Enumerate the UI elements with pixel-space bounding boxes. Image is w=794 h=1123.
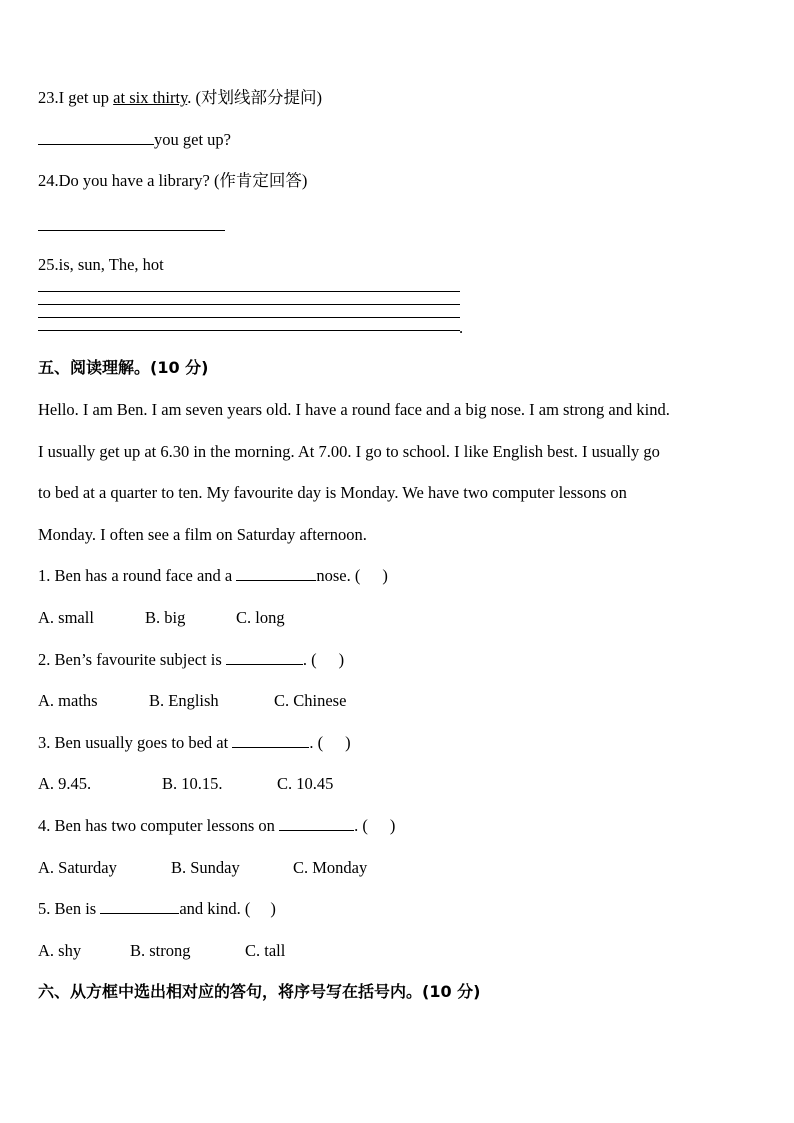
reading-question-4 (38, 816, 395, 836)
reading-question-3-options (38, 774, 333, 794)
option-c[interactable]: C. Chinese (274, 691, 347, 710)
option-a[interactable]: A. shy (38, 941, 82, 960)
reading-question-2-tail: . ( (302, 650, 317, 669)
reading-question-2-close: ) (338, 650, 345, 669)
answer-blank-23[interactable] (38, 130, 154, 145)
option-a[interactable]: A. small (38, 608, 94, 627)
answer-line-25-2[interactable] (38, 304, 460, 305)
reading-question-3 (38, 733, 351, 753)
reading-question-1-options (38, 608, 285, 628)
reading-question-2-text: 2. Ben’s favourite subject is (38, 650, 226, 669)
reading-question-3-tail: . ( (309, 733, 324, 752)
reading-question-1-blank[interactable] (236, 566, 316, 581)
option-c[interactable]: C. Monday (293, 858, 368, 877)
reading-question-4-options (38, 858, 367, 878)
answer-line-25-3[interactable] (38, 317, 460, 318)
reading-question-1 (38, 566, 388, 586)
option-c[interactable]: C. long (236, 608, 285, 627)
passage-line-1: Hello. I am Ben. I am seven years old. I have a round face and a big nose. I am strong and kind. (38, 400, 670, 419)
reading-question-1-tail: nose. ( (316, 566, 361, 585)
reading-question-2 (38, 650, 344, 670)
reading-question-4-text: 4. Ben has two computer lessons on (38, 816, 280, 835)
reading-question-5-tail: and kind. ( (179, 899, 251, 918)
option-b[interactable]: B. big (145, 608, 186, 627)
option-a[interactable]: A. maths (38, 691, 98, 710)
reading-question-1-close: ) (382, 566, 388, 585)
question-25: 25.is, sun, The, hot (38, 255, 164, 274)
reading-question-2-blank[interactable] (226, 650, 303, 665)
option-c[interactable]: C. 10.45 (277, 774, 334, 793)
question-23-underlined-phrase: at six thirty (113, 88, 188, 107)
answer-line-25-1[interactable] (38, 291, 460, 292)
question-25-end-mark: . (459, 318, 464, 337)
option-b[interactable]: B. Sunday (171, 858, 240, 877)
reading-question-4-blank[interactable] (279, 816, 354, 831)
option-b[interactable]: B. strong (130, 941, 191, 960)
question-23-answer-tail: you get up? (154, 130, 231, 149)
reading-question-1-text: 1. Ben has a round face and a (38, 566, 237, 585)
reading-question-5-blank[interactable] (100, 899, 179, 914)
option-c[interactable]: C. tall (245, 941, 286, 960)
question-24: 24.Do you have a library? (作肯定回答) (38, 171, 308, 190)
question-23-instruction: . (对划线部分提问) (187, 88, 322, 107)
reading-question-3-blank[interactable] (232, 733, 309, 748)
section-5-title: 五、阅读理解。(10 分) (38, 358, 209, 377)
passage-line-2: I usually get up at 6.30 in the morning. At 7.00. I go to school. I like English best. I usually go (38, 442, 660, 461)
section-6-title: 六、从方框中选出相对应的答句，将序号写在括号内。(10 分) (38, 982, 481, 1001)
question-23-number: 23. (38, 88, 59, 107)
option-b[interactable]: B. English (149, 691, 219, 710)
question-23-text-pre: I get up (58, 88, 114, 107)
reading-question-5-text: 5. Ben is (38, 899, 101, 918)
reading-question-5-close: ) (270, 899, 276, 918)
reading-question-5-options (38, 941, 285, 961)
reading-question-5 (38, 899, 276, 919)
reading-question-4-close: ) (389, 816, 396, 835)
reading-question-3-text: 3. Ben usually goes to bed at (38, 733, 233, 752)
reading-question-2-options (38, 691, 346, 711)
passage-line-3: to bed at a quarter to ten. My favourite day is Monday. We have two computer lessons on (38, 483, 627, 502)
reading-question-4-tail: . ( (354, 816, 368, 835)
passage-line-4: Monday. I often see a film on Saturday afternoon. (38, 525, 367, 544)
option-a[interactable]: A. Saturday (38, 858, 117, 877)
option-b[interactable]: B. 10.15. (162, 774, 223, 793)
question-23-answer-line (38, 130, 231, 150)
answer-line-25-4[interactable] (38, 330, 460, 331)
option-a[interactable]: A. 9.45. (38, 774, 92, 793)
reading-question-3-close: ) (345, 733, 351, 752)
question-23 (38, 88, 322, 108)
answer-blank-24[interactable] (38, 230, 225, 231)
